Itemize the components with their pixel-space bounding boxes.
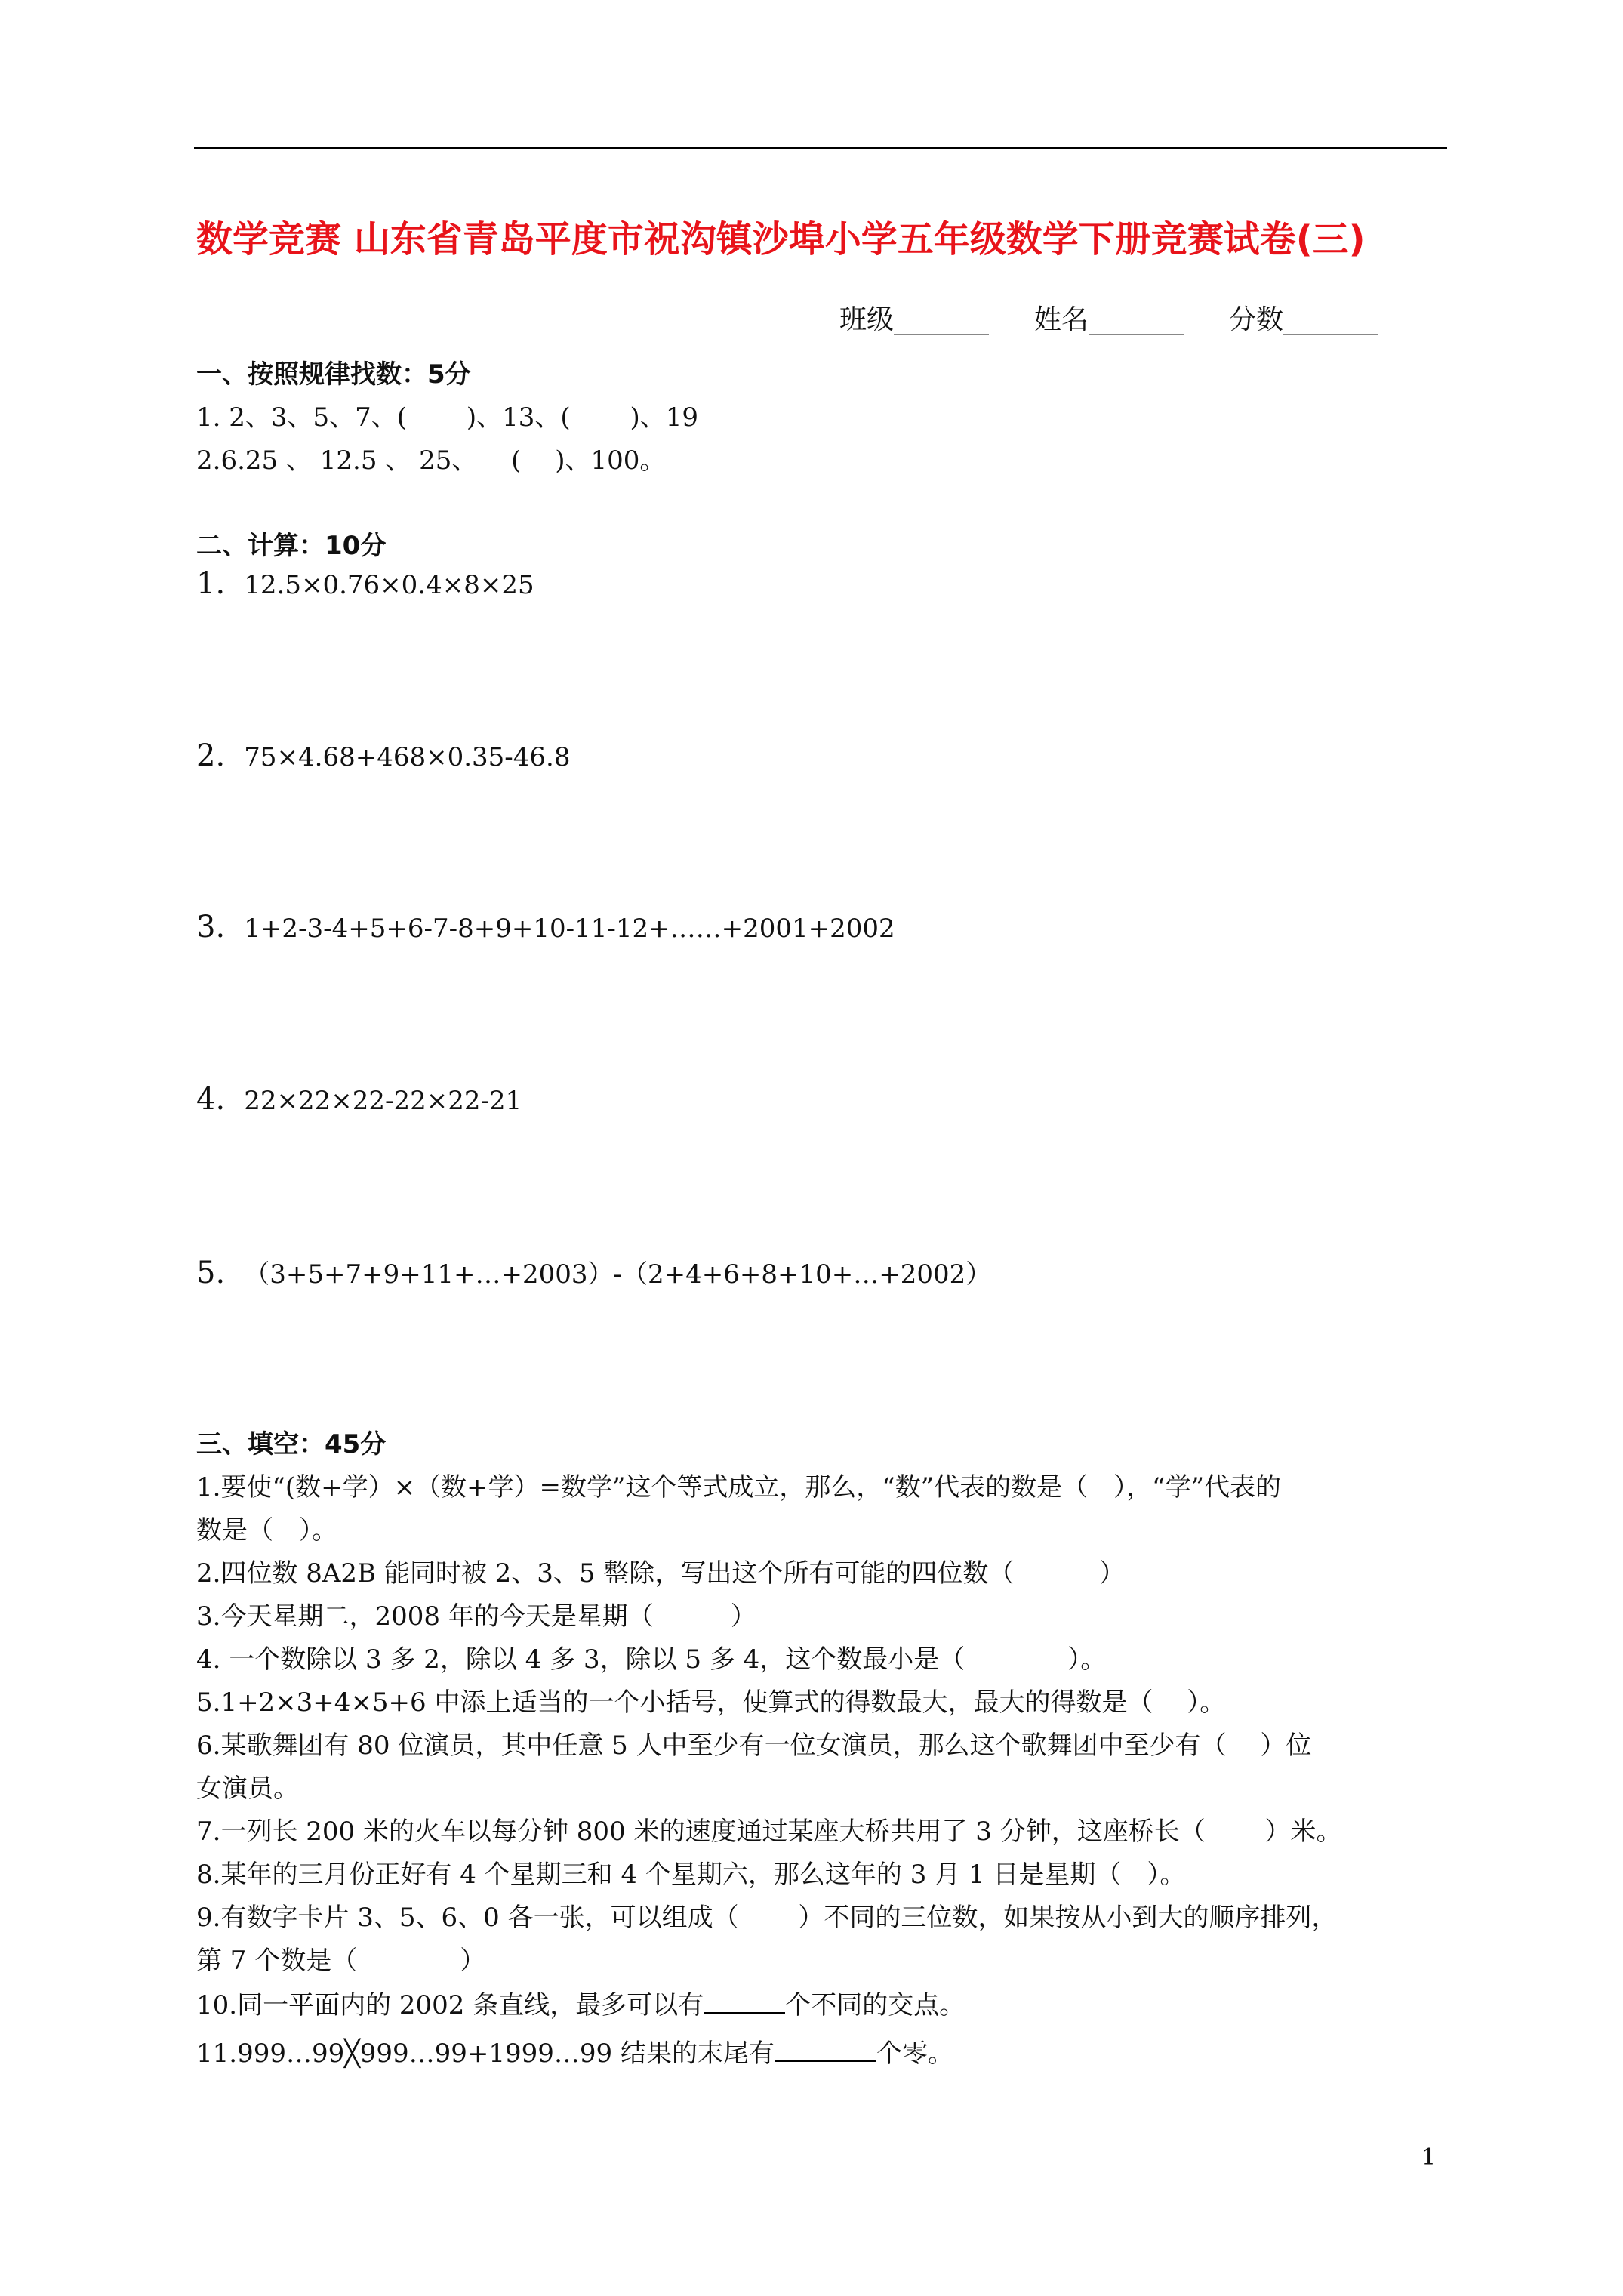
fill-line-4: 3.今天星期二，2008 年的今天是星期（ ） <box>196 1601 756 1632</box>
fill-q10-suffix: 个不同的交点。 <box>785 1990 965 2020</box>
fill-line-1: 1.要使“(数+学）×（数+学）=数学”这个等式成立，那么，“数”代表的数是（ ），“学”代表的 <box>196 1472 1281 1502</box>
fill-q10-blank <box>704 1989 785 2014</box>
fill-line-6: 5.1+2×3+4×5+6 中添上适当的一个小括号，使算式的得数最大，最大的得数是（ ）。 <box>196 1687 1226 1718</box>
calc-item-1 <box>196 566 534 601</box>
fill-q10-text: 10.同一平面内的 2002 条直线，最多可以有 <box>196 1990 704 2020</box>
section2-heading: 二、计算：10分 <box>196 531 387 561</box>
score-field <box>1229 298 1378 337</box>
class-field <box>839 298 989 337</box>
calc-number: 1. <box>196 566 226 601</box>
fill-line-8: 女演员。 <box>196 1774 299 1804</box>
class-label: 班级 <box>839 304 895 335</box>
fill-line-5: 4. 一个数除以 3 多 2，除以 4 多 3，除以 5 多 4，这个数最小是（ ）。 <box>196 1644 1107 1675</box>
section1-q1: 1. 2、3、5、7、( )、13、( )、19 <box>196 402 698 433</box>
calc-expression: 12.5×0.76×0.4×8×25 <box>244 570 534 600</box>
calc-item-4 <box>196 1082 522 1117</box>
score-blank: _______ <box>1283 304 1379 335</box>
fill-q11-text: 11.999…99╳999…99+1999…99 结果的末尾有 <box>196 2039 775 2069</box>
calc-expression: （3+5+7+9+11+…+2003）-（2+4+6+8+10+…+2002） <box>244 1259 992 1290</box>
calc-number: 5. <box>196 1256 226 1290</box>
calc-number: 4. <box>196 1082 226 1117</box>
section1-q2: 2.6.25 、 12.5 、 25、 ( )、100。 <box>196 445 666 476</box>
score-label: 分数 <box>1229 304 1284 335</box>
name-blank: _______ <box>1089 304 1184 335</box>
name-field <box>1034 298 1184 337</box>
section1-heading: 一、按照规律找数：5分 <box>196 359 471 390</box>
calc-item-2 <box>196 738 571 773</box>
calc-item-5 <box>196 1253 991 1290</box>
name-label: 姓名 <box>1034 304 1089 335</box>
calc-expression: 75×4.68+468×0.35-46.8 <box>244 742 571 772</box>
fill-line-12: 第 7 个数是（ ） <box>196 1946 486 1976</box>
fill-line-11: 9.有数字卡片 3、5、6、0 各一张，可以组成（ ）不同的三位数，如果按从小到大的顺序排列， <box>196 1903 1338 1933</box>
class-blank: _______ <box>894 304 990 335</box>
fill-line-7: 6.某歌舞团有 80 位演员，其中任意 5 人中至少有一位女演员，那么这个歌舞团中至少有（ ）位 <box>196 1730 1312 1761</box>
calc-number: 3. <box>196 910 226 945</box>
calc-number: 2. <box>196 738 226 773</box>
header-rule <box>194 147 1447 149</box>
calc-item-3 <box>196 910 895 945</box>
fill-line-9: 7.一列长 200 米的火车以每分钟 800 米的速度通过某座大桥共用了 3 分钟，这座桥长（ ）米。 <box>196 1817 1342 1847</box>
fill-line-3: 2.四位数 8A2B 能同时被 2、3、5 整除，写出这个所有可能的四位数（ ） <box>196 1558 1126 1589</box>
fill-line-2: 数是（ ）。 <box>196 1515 337 1546</box>
page-number: 1 <box>1421 2144 1437 2171</box>
calc-expression: 1+2-3-4+5+6-7-8+9+10-11-12+……+2001+2002 <box>244 914 895 944</box>
fill-q11-blank <box>775 2038 876 2062</box>
fill-q10 <box>196 1984 965 2021</box>
section3-heading: 三、填空：45分 <box>196 1429 387 1459</box>
fill-line-10: 8.某年的三月份正好有 4 个星期三和 4 个星期六，那么这年的 3 月 1 日是星期（ ）。 <box>196 1860 1186 1890</box>
fill-q11 <box>196 2032 953 2069</box>
fill-q11-suffix: 个零。 <box>876 2039 953 2069</box>
calc-expression: 22×22×22-22×22-21 <box>244 1086 522 1116</box>
exam-title: 数学竞赛 山东省青岛平度市祝沟镇沙埠小学五年级数学下册竞赛试卷(三) <box>196 218 1366 260</box>
